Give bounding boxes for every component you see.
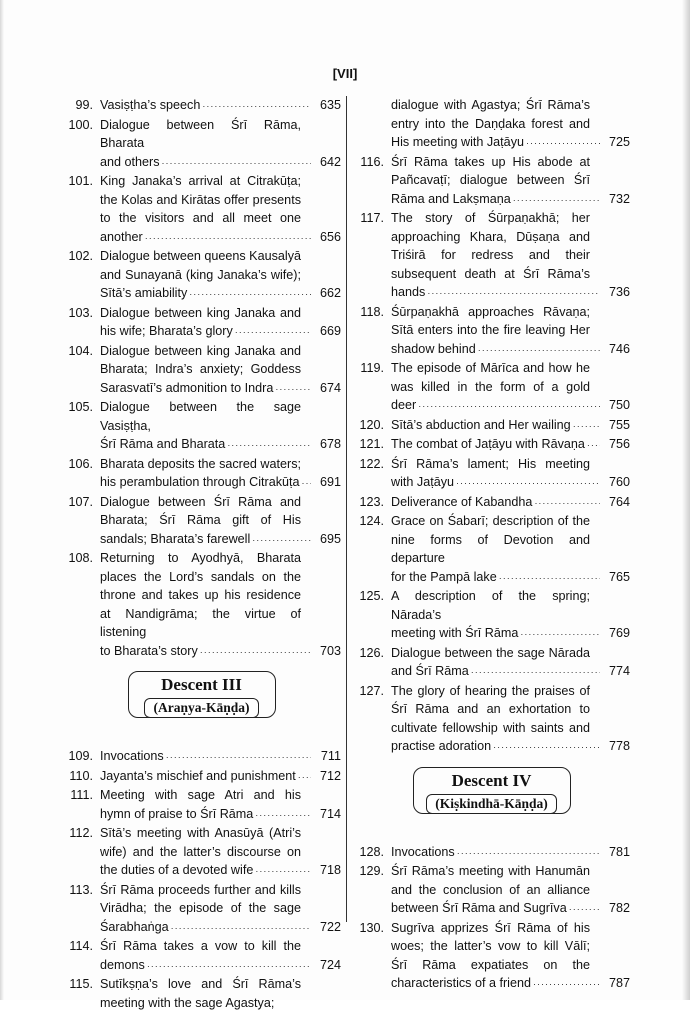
toc-entry-number: 130.	[353, 919, 384, 938]
toc-entry-last-line	[391, 133, 630, 153]
descent-3-title: Descent III	[129, 675, 275, 695]
dot-leader	[471, 663, 600, 682]
toc-entry-page: 765	[604, 568, 630, 587]
toc-entry-text: wife) and the latter’s discourse on	[100, 843, 341, 862]
descent-4-heading	[353, 767, 630, 829]
dot-leader	[255, 806, 311, 825]
toc-entry-text: Dialogue between queens Kausalyā	[100, 247, 341, 266]
toc-entry-page: 722	[315, 918, 341, 937]
toc-entry-number: 103.	[62, 304, 93, 323]
dot-leader	[456, 474, 600, 493]
toc-entry-page: 669	[315, 322, 341, 341]
toc-entry-last-line	[391, 624, 630, 644]
dot-leader	[427, 284, 600, 303]
dot-leader	[478, 341, 600, 360]
toc-entry	[353, 209, 630, 303]
toc-entry	[62, 247, 341, 304]
toc-entry-text: Sugrīva apprizes Śrī Rāma of his	[391, 919, 630, 938]
toc-entry-text: Bharata deposits the sacred waters;	[100, 455, 341, 474]
toc-entry-last-line	[100, 918, 341, 938]
toc-entry-last-line	[100, 435, 341, 455]
toc-left-column	[62, 96, 341, 1012]
toc-entry-number: 108.	[62, 549, 93, 568]
toc-entry-text: Sītā enters into the fire leaving Her	[391, 321, 630, 340]
toc-entry-text: nine forms of Devotion and departure	[391, 531, 630, 568]
toc-list-right-a	[353, 96, 630, 757]
toc-entry-last-line	[391, 283, 630, 303]
dot-leader	[573, 417, 600, 436]
toc-entry-page: 724	[315, 956, 341, 975]
toc-entry-text: Śrī Rāma takes a vow to kill the	[100, 937, 341, 956]
toc-entry-page: 760	[604, 473, 630, 492]
toc-entry	[353, 919, 630, 994]
toc-entry-page: 774	[604, 662, 630, 681]
dot-leader	[235, 323, 311, 342]
toc-entry	[62, 398, 341, 455]
toc-entry-number: 123.	[353, 493, 384, 512]
dot-leader	[533, 975, 600, 994]
toc-entry-text: the duties of a devoted wife	[100, 861, 253, 880]
toc-entry-text: Sītā’s amiability	[100, 284, 187, 303]
toc-entry	[353, 644, 630, 682]
toc-entry-text: Śrī Rāma’s meeting with Hanumān	[391, 862, 630, 881]
dot-leader	[526, 134, 600, 153]
toc-entry-last-line	[391, 974, 630, 994]
toc-entry-number: 116.	[353, 153, 384, 172]
toc-entry-text: Sarasvatī’s admonition to Indra	[100, 379, 273, 398]
dot-leader	[202, 97, 311, 116]
toc-entry-last-line	[391, 396, 630, 416]
toc-entry-page: 782	[604, 899, 630, 918]
toc-entry	[353, 862, 630, 919]
toc-entry-text: His meeting with Jaṭāyu	[391, 133, 524, 152]
toc-entry-text: for the Pampā lake	[391, 568, 497, 587]
dot-leader	[418, 397, 600, 416]
toc-entry-text: Śrī Rāma expatiates on the	[391, 956, 630, 975]
toc-entry-last-line	[100, 379, 341, 399]
toc-entry-text: Śrī Rāma proceeds further and kills	[100, 881, 341, 900]
toc-entry-text: subsequent death at Śrī Rāma’s	[391, 265, 630, 284]
toc-entry	[353, 587, 630, 644]
toc-entry-number: 113.	[62, 881, 93, 900]
toc-entry-last-line	[391, 843, 630, 863]
toc-entry-text: Sītā’s meeting with Anasūyā (Atri’s	[100, 824, 341, 843]
toc-entry	[62, 116, 341, 173]
toc-entry-text: Bharata; Śrī Rāma gift of His	[100, 511, 341, 530]
toc-entry	[62, 172, 341, 247]
toc-entry-text: deer	[391, 396, 416, 415]
toc-entry-text: entry into the Daṇḍaka forest and	[391, 115, 630, 134]
toc-entry-text: Vasiṣṭha’s speech	[100, 96, 200, 115]
toc-entry-text: King Janaka’s arrival at Citrakūṭa;	[100, 172, 341, 191]
toc-entry-last-line	[391, 568, 630, 588]
toc-entry	[353, 359, 630, 416]
toc-entry-text: Śarabhaṅga	[100, 918, 169, 937]
toc-entry-text: meeting with Śrī Rāma	[391, 624, 518, 643]
toc-entry-page: 781	[604, 843, 630, 862]
dot-leader	[147, 957, 311, 976]
toc-entry-number: 114.	[62, 937, 93, 956]
toc-entry	[62, 493, 341, 550]
toc-entry-text: characteristics of a friend	[391, 974, 531, 993]
toc-entry	[353, 512, 630, 587]
toc-entry-last-line	[391, 340, 630, 360]
toc-entry-last-line	[100, 747, 341, 767]
descent-3-box	[128, 671, 276, 718]
toc-entry-number: 112.	[62, 824, 93, 843]
toc-entry-number: 104.	[62, 342, 93, 361]
toc-entry-last-line	[100, 153, 341, 173]
dot-leader	[520, 625, 600, 644]
toc-entry-page: 787	[604, 974, 630, 993]
toc-entry-text: The episode of Mārīca and how he	[391, 359, 630, 378]
toc-entry-text: places the Lord’s sandals on the	[100, 568, 341, 587]
toc-right-column	[353, 96, 630, 994]
toc-entry	[353, 96, 630, 153]
toc-entry-number: 121.	[353, 435, 384, 454]
dot-leader	[302, 474, 311, 493]
toc-entry-number: 126.	[353, 644, 384, 663]
toc-entry	[353, 435, 630, 455]
toc-entry-number: 125.	[353, 587, 384, 606]
toc-entry-text: The glory of hearing the praises of	[391, 682, 630, 701]
toc-entry	[62, 937, 341, 975]
toc-entry-page: 703	[315, 642, 341, 661]
toc-entry-text: was killed in the form of a gold	[391, 378, 630, 397]
toc-entry-text: and Sunayanā (king Janaka’s wife);	[100, 266, 341, 285]
toc-entry	[353, 493, 630, 513]
toc-entry	[62, 881, 341, 938]
descent-3-subtitle: (Araṇya-Kāṇḍa)	[144, 698, 258, 718]
toc-entry-last-line	[391, 737, 630, 757]
toc-entry-text: Sutīkṣṇa’s love and Śrī Rāma’s	[100, 975, 341, 994]
toc-entry-number: 128.	[353, 843, 384, 862]
toc-entry-text: Sītā’s abduction and Her wailing	[391, 416, 571, 435]
toc-entry-page: 635	[315, 96, 341, 115]
toc-entry-last-line	[100, 473, 341, 493]
toc-entry-text: Dialogue between king Janaka and	[100, 304, 341, 323]
toc-entry-text: demons	[100, 956, 145, 975]
toc-entry-text: woes; the latter’s vow to kill Vālī;	[391, 937, 630, 956]
dot-leader	[513, 191, 600, 210]
toc-entry-text: at Nandigrāma; the virtue of listening	[100, 605, 341, 642]
dot-leader	[587, 436, 600, 455]
toc-entry-text: Śrī Rāma’s lament; His meeting	[391, 455, 630, 474]
dot-leader	[200, 643, 311, 662]
toc-entry-page: 691	[315, 473, 341, 492]
toc-entry-number: 119.	[353, 359, 384, 378]
toc-entry-page: 746	[604, 340, 630, 359]
toc-entry-text: with Jaṭāyu	[391, 473, 454, 492]
dot-leader	[189, 285, 311, 304]
toc-entry	[62, 975, 341, 1012]
toc-entry-text: The story of Śūrpaṇakhā; her	[391, 209, 630, 228]
toc-entry-text: Pañcavaṭī; dialogue between Śrī	[391, 171, 630, 190]
toc-entry	[62, 549, 341, 661]
dot-leader	[275, 380, 311, 399]
toc-entry-text: Dialogue between Śrī Rāma, Bharata	[100, 116, 341, 153]
toc-entry-text: Dialogue between the sage Vasiṣṭha,	[100, 398, 341, 435]
toc-entry	[353, 682, 630, 757]
toc-entry-last-line	[100, 767, 341, 787]
toc-entry	[353, 416, 630, 436]
toc-entry-text: Rāma and Lakṣmaṇa	[391, 190, 511, 209]
toc-entry-text: throne and takes up his residence	[100, 586, 341, 605]
toc-entry-last-line	[391, 416, 630, 436]
toc-entry	[62, 747, 341, 767]
toc-entry-text: Invocations	[100, 747, 164, 766]
toc-entry-text: Triśirā for redress and their	[391, 246, 630, 265]
toc-entry	[353, 843, 630, 863]
toc-entry-number: 105.	[62, 398, 93, 417]
toc-entry-text: his perambulation through Citrakūṭa	[100, 473, 300, 492]
dot-leader	[145, 229, 311, 248]
toc-entry-text: approaching Khara, Dūṣaṇa and	[391, 228, 630, 247]
toc-entry-last-line	[391, 493, 630, 513]
toc-entry-last-line	[100, 642, 341, 662]
toc-entry-text: shadow behind	[391, 340, 476, 359]
toc-entry-page: 711	[315, 747, 341, 766]
toc-entry-number: 107.	[62, 493, 93, 512]
toc-entry-number: 101.	[62, 172, 93, 191]
toc-entry-page: 778	[604, 737, 630, 756]
toc-entry-text: Bharata; Indra’s anxiety; Goddess	[100, 360, 341, 379]
toc-list-left-b	[62, 747, 341, 1012]
toc-entry-number: 111.	[62, 786, 93, 805]
dot-leader	[499, 569, 600, 588]
page-number: [VII]	[0, 66, 690, 81]
toc-entry	[353, 153, 630, 210]
dot-leader	[457, 844, 600, 863]
toc-entry-page: 674	[315, 379, 341, 398]
dot-leader	[493, 738, 600, 757]
toc-entry-page: 736	[604, 283, 630, 302]
dot-leader	[227, 436, 311, 455]
dot-leader	[166, 748, 311, 767]
toc-entry-last-line	[391, 473, 630, 493]
dot-leader	[162, 154, 311, 173]
toc-entry-text: and the conclusion of an alliance	[391, 881, 630, 900]
toc-entry-text: Śrī Rāma takes up His abode at	[391, 153, 630, 172]
toc-entry	[62, 304, 341, 342]
toc-entry-number: 109.	[62, 747, 93, 766]
toc-entry-text: to the visitors and all meet one	[100, 209, 341, 228]
toc-entry-text: to Bharata’s story	[100, 642, 198, 661]
toc-entry	[353, 455, 630, 493]
dot-leader	[569, 900, 600, 919]
toc-entry-number: 110.	[62, 767, 93, 786]
toc-entry-text: and Śrī Rāma	[391, 662, 469, 681]
toc-entry	[353, 303, 630, 360]
column-divider	[346, 96, 347, 922]
descent-3-heading	[62, 671, 341, 733]
toc-entry-text: dialogue with Agastya; Śrī Rāma’s	[391, 96, 630, 115]
toc-entry-number: 118.	[353, 303, 384, 322]
toc-entry	[62, 342, 341, 399]
toc-entry-text: Śrī Rāma and Bharata	[100, 435, 225, 454]
toc-entry-text: hymn of praise to Śrī Rāma	[100, 805, 253, 824]
toc-entry-number: 122.	[353, 455, 384, 474]
toc-entry-last-line	[391, 899, 630, 919]
toc-entry-page: 656	[315, 228, 341, 247]
dot-leader	[255, 862, 311, 881]
toc-list-left-a	[62, 96, 341, 661]
toc-entry-text: A description of the spring; Nārada’s	[391, 587, 630, 624]
toc-entry-last-line	[100, 861, 341, 881]
toc-entry-last-line	[391, 662, 630, 682]
toc-entry-number: 120.	[353, 416, 384, 435]
toc-entry-last-line	[100, 284, 341, 304]
toc-entry-page: 642	[315, 153, 341, 172]
dot-leader	[298, 768, 311, 787]
toc-entry	[62, 96, 341, 116]
toc-entry-page: 725	[604, 133, 630, 152]
descent-4-title: Descent IV	[414, 771, 570, 791]
toc-entry-text: Virādha; the episode of the sage	[100, 899, 341, 918]
toc-entry-text: Dialogue between Śrī Rāma and	[100, 493, 341, 512]
toc-entry-text: Invocations	[391, 843, 455, 862]
toc-entry-text: hands	[391, 283, 425, 302]
descent-4-subtitle: (Kiṣkindhā-Kāṇḍa)	[426, 794, 557, 814]
toc-entry	[62, 824, 341, 881]
toc-list-right-b	[353, 843, 630, 994]
toc-entry-text: Meeting with sage Atri and his	[100, 786, 341, 805]
toc-entry-text: Śūrpaṇakhā approaches Rāvaṇa;	[391, 303, 630, 322]
toc-entry-last-line	[100, 96, 341, 116]
toc-entry-text: Śrī Rāma and an exhortation to	[391, 700, 630, 719]
toc-entry-page: 678	[315, 435, 341, 454]
toc-entry-number: 100.	[62, 116, 93, 135]
toc-entry-text: Dialogue between king Janaka and	[100, 342, 341, 361]
toc-entry-text: between Śrī Rāma and Sugrīva	[391, 899, 567, 918]
toc-entry-number: 102.	[62, 247, 93, 266]
toc-entry-page: 662	[315, 284, 341, 303]
toc-entry-text: sandals; Bharata’s farewell	[100, 530, 250, 549]
toc-entry-page: 714	[315, 805, 341, 824]
toc-entry-text: cultivate fellowship with saints and	[391, 719, 630, 738]
toc-entry-page: 755	[604, 416, 630, 435]
toc-entry-page: 732	[604, 190, 630, 209]
toc-entry-last-line	[100, 530, 341, 550]
toc-entry-text: the Kolas and Kirātas offer presents	[100, 191, 341, 210]
toc-entry-text: and others	[100, 153, 160, 172]
toc-entry-number: 99.	[62, 96, 93, 115]
toc-entry-text: The combat of Jaṭāyu with Rāvaṇa	[391, 435, 585, 454]
dot-leader	[171, 919, 311, 938]
dot-leader	[534, 494, 600, 513]
toc-entry-text: Dialogue between the sage Nārada	[391, 644, 630, 663]
toc-entry-page: 695	[315, 530, 341, 549]
toc-entry-text: another	[100, 228, 143, 247]
descent-4-box	[413, 767, 571, 814]
toc-entry-last-line	[100, 322, 341, 342]
toc-entry	[62, 455, 341, 493]
toc-entry-page: 769	[604, 624, 630, 643]
toc-entry-last-line	[391, 435, 630, 455]
toc-entry-text: practise adoration	[391, 737, 491, 756]
toc-entry-page: 764	[604, 493, 630, 512]
toc-entry	[62, 786, 341, 824]
toc-entry-page: 718	[315, 861, 341, 880]
toc-entry-text: Jayanta’s mischief and punishment	[100, 767, 296, 786]
toc-entry-text: his wife; Bharata’s glory	[100, 322, 233, 341]
toc-entry-text: meeting with the sage Agastya;	[100, 994, 341, 1012]
toc-entry-last-line	[100, 228, 341, 248]
toc-entry-number: 117.	[353, 209, 384, 228]
toc-entry-text: Returning to Ayodhyā, Bharata	[100, 549, 341, 568]
toc-entry-page: 712	[315, 767, 341, 786]
toc-entry-page: 750	[604, 396, 630, 415]
toc-entry-number: 106.	[62, 455, 93, 474]
dot-leader	[252, 531, 311, 550]
toc-entry-last-line	[391, 190, 630, 210]
toc-entry-number: 115.	[62, 975, 93, 994]
toc-entry-number: 129.	[353, 862, 384, 881]
toc-entry	[62, 767, 341, 787]
toc-entry-text: Grace on Śabarī; description of the	[391, 512, 630, 531]
toc-entry-last-line	[100, 956, 341, 976]
toc-entry-number: 127.	[353, 682, 384, 701]
toc-entry-number: 124.	[353, 512, 384, 531]
toc-entry-text: Deliverance of Kabandha	[391, 493, 532, 512]
toc-entry-page: 756	[604, 435, 630, 454]
toc-entry-last-line	[100, 805, 341, 825]
